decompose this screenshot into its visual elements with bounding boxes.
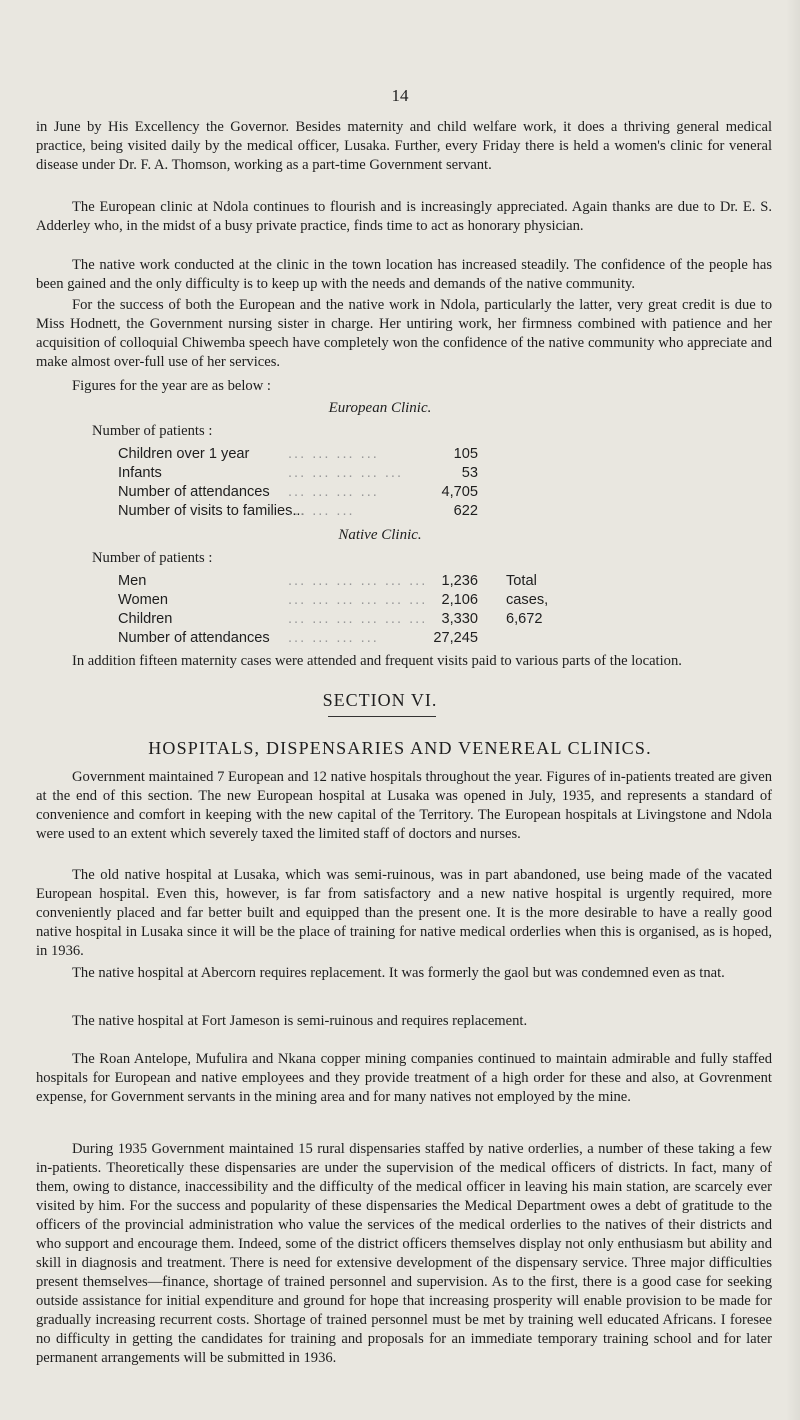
paragraph-lusaka-clinic: in June by His Excellency the Governor. Besides maternity and child welfare work, it does a thriving general medical practice, being visited daily by the medical officer, Lusaka. Further, every Friday there is held a women's clinic for veneral disease under Dr. F. A. Thomson, working as a part-time Government servant. (36, 119, 772, 173)
row-value: 4,705 (441, 484, 478, 500)
row-leader-dots: ... ... ... ... ... ... (288, 573, 428, 589)
table-row (118, 573, 718, 592)
figures-intro: Figures for the year are as below : (72, 378, 271, 394)
european-clinic-title: European Clinic. (328, 400, 432, 416)
row-label: Children (118, 611, 173, 627)
row-leader-dots: ... ... ... ... ... (288, 465, 404, 481)
table-row (118, 630, 718, 649)
paragraph-lusaka-native-hospital: The old native hospital at Lusaka, which was semi-ruinous, was in part abandoned, use being made of the vacated European hospital. Even this, however, is far from satisfactory and a new native hospital is urgently required, more conveniently placed and far better built and equipped than the present one. It is the more desirable to have a really good native hospital in Lusaka since it will be the place of training for native medical orderlies when this is organised, as is hoped, in 1936. (36, 867, 772, 959)
row-value: 27,245 (433, 630, 478, 646)
row-label: Number of attendances (118, 630, 270, 646)
table-row (118, 465, 718, 484)
native-clinic-title: Native Clinic. (338, 527, 422, 543)
paragraph-european-clinic-ndola: The European clinic at Ndola continues to flourish and is increasingly appreciated. Again thanks are due to Dr. E. S. Adderley who, in the midst of a busy private practice, finds time to act as honorary physician. (36, 199, 772, 234)
page-number: 14 (391, 86, 409, 105)
native-patients-label: Number of patients : (92, 550, 213, 566)
row-leader-dots: ... ... ... ... (288, 484, 379, 500)
table-row (118, 446, 718, 465)
total-label: Total (506, 573, 537, 589)
row-value: 3,330 (441, 611, 478, 627)
row-leader-dots: ... ... ... ... (288, 630, 379, 646)
row-value: 105 (453, 446, 478, 462)
european-patients-label: Number of patients : (92, 423, 213, 439)
table-row (118, 503, 718, 522)
row-leader-dots: ... ... ... ... (288, 446, 379, 462)
row-label: Women (118, 592, 169, 608)
row-value: 622 (453, 503, 478, 519)
section-number: SECTION VI. (322, 690, 438, 710)
paragraph-mining-companies: The Roan Antelope, Mufulira and Nkana copper mining companies continued to maintain admirable and fully staffed hospitals for European and native employees and they provide treatment of a high order for these and also, at Govrenment expense, for Government servants in the mining area and for many natives not employed by the mine. (36, 1051, 772, 1105)
row-value: 1,236 (441, 573, 478, 589)
paragraph-hospitals: Government maintained 7 European and 12 native hospitals throughout the year. Figures of in-patients treated are given at the end of this section. The new European hospital at Lusaka was opened in July, 1935, and represents a standard of convenience and comfort in keeping with the new capital of the Territory. The European hospitals at Livingstone and Ndola were used to an extent which severely taxed the limited staff of doctors and nurses. (36, 769, 772, 842)
paragraph-native-work: The native work conducted at the clinic in the town location has increased steadily. The confidence of the people has been gained and the only difficulty is to keep up with the needs and demands of the native community. (36, 257, 772, 292)
row-value: 53 (461, 465, 478, 481)
row-label: Children over 1 year (118, 446, 250, 462)
paragraph-maternity-cases: In addition fifteen maternity cases were attended and frequent visits paid to various parts of the location. (72, 653, 682, 669)
table-row (118, 611, 718, 630)
total-cases-label: cases, (506, 592, 549, 608)
table-row (118, 484, 718, 503)
paragraph-success-credit: For the success of both the European and the native work in Ndola, particularly the latter, very great credit is due to Miss Hodnett, the Government nursing sister in charge. Her untiring work, her firmness combined with patience and her acquisition of colloquial Chiwemba speech have completely won the confidence of the native community who appreciate and make almost over-full use of her services. (36, 297, 772, 370)
row-label: Men (118, 573, 147, 589)
page-edge-shadow (786, 0, 800, 1420)
paragraph-fort-jameson: The native hospital at Fort Jameson is semi-ruinous and requires replacement. (72, 1013, 528, 1029)
row-leader-dots: ... ... ... ... ... ... (288, 592, 428, 608)
row-label: Number of attendances (118, 484, 270, 500)
total-cases-value: 6,672 (506, 611, 543, 627)
section-heading: HOSPITALS, DISPENSARIES AND VENEREAL CLINICS. (148, 738, 652, 758)
paragraph-rural-dispensaries: During 1935 Government maintained 15 rural dispensaries staffed by native orderlies, a number of these taking a few in-patients. Theoretically these dispensaries are under the supervision of the medical officers of districts. In fact, many of them, owing to distance, inaccessibility and the difficulty of the medical officer in leaving his main station, are scarcely ever visited by him. For the success and popularity of these dispensaries the Medical Department owes a debt of gratitude to the officers of the provincial administration who value the services of the medical orderlies to the natives of their districts and who support and encourage them. Indeed, some of the district officers themselves display not only enthusiasm but ability and skill in diagnosis and treatment. There is need for extensive development of the dispensary service. Three major difficulties present themselves—finance, shortage of trained personnel and supervision. As to the first, there is a good case for seeking outside assistance for initial expenditure and ground for hope that increasing prosperity will enable provision to be made for gradually increasing recurrent costs. Shortage of trained personnel must be met by training well educated Africans. I foresee no difficulty in getting the candidates for training and proposals for an immediate temporary training school and for later permanent arrangements will be submitted in 1936. (36, 1141, 772, 1366)
row-label: Number of visits to families... (118, 503, 305, 519)
row-leader-dots: ... ... ... (288, 503, 355, 519)
row-label: Infants (118, 465, 162, 481)
row-value: 2,106 (441, 592, 478, 608)
row-leader-dots: ... ... ... ... ... ... (288, 611, 428, 627)
section-divider (328, 716, 436, 717)
paragraph-abercorn: The native hospital at Abercorn requires replacement. It was formerly the gaol but was condemned even as tnat. (72, 965, 725, 981)
table-row (118, 592, 718, 611)
